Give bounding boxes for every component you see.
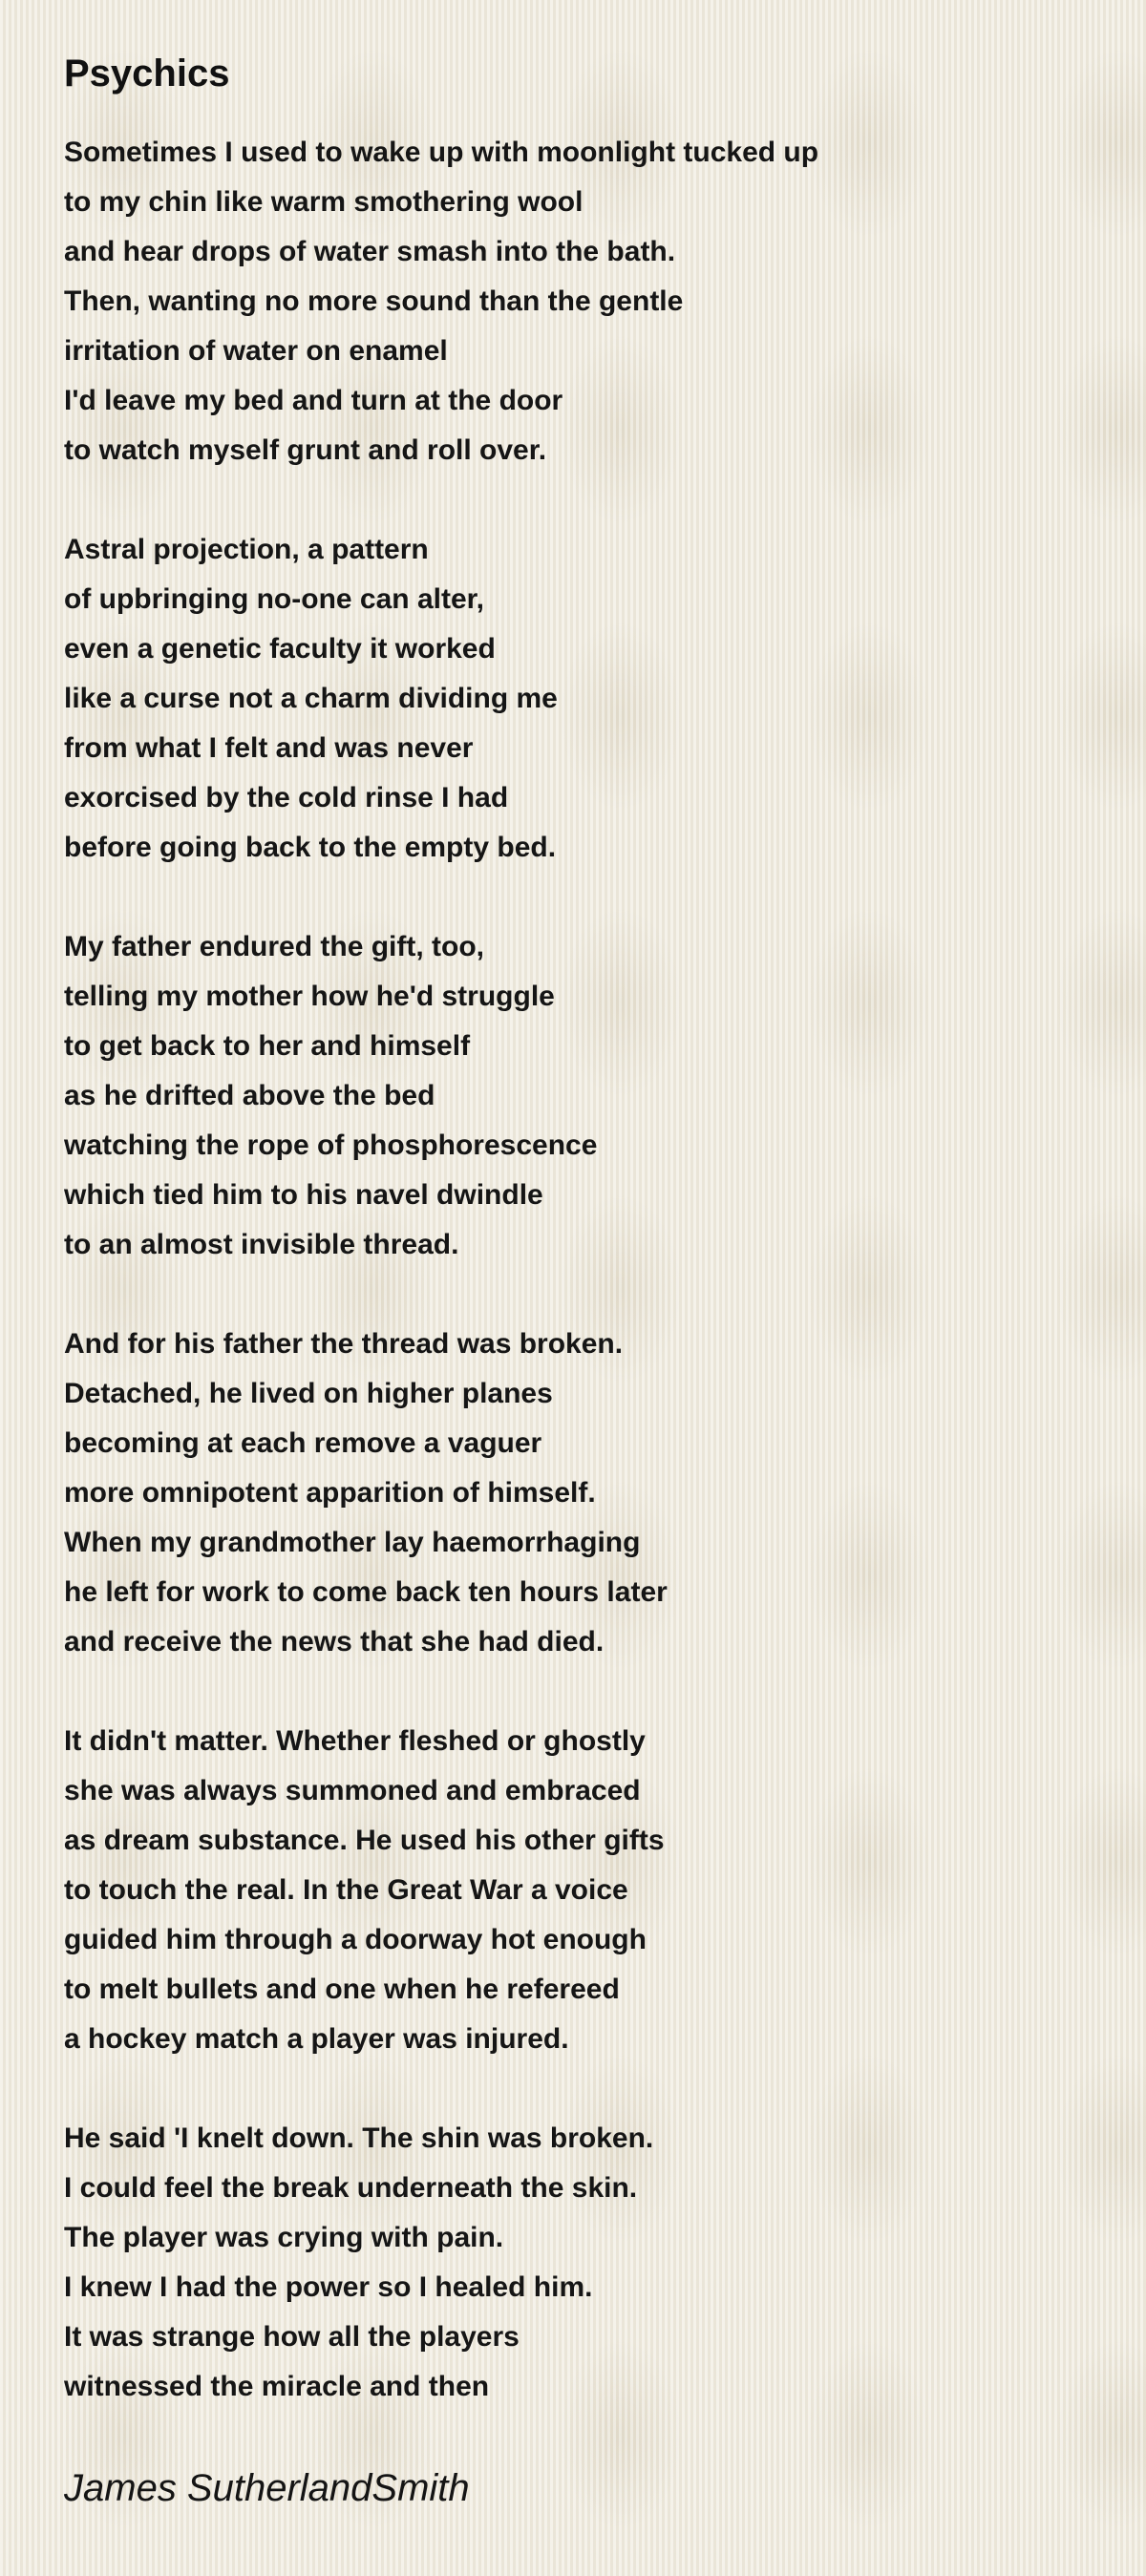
stanza <box>64 128 1095 475</box>
poem-line: Astral projection, a pattern <box>64 534 429 565</box>
poem-line: I could feel the break underneath the skin. <box>64 2172 638 2204</box>
poem-line: which tied him to his navel dwindle <box>64 1179 543 1211</box>
poem-line: Then, wanting no more sound than the gentle <box>64 285 684 317</box>
stanza <box>64 2114 1095 2412</box>
poem-line: The player was crying with pain. <box>64 2222 504 2253</box>
stanza <box>64 922 1095 1270</box>
poem-line: becoming at each remove a vaguer <box>64 1427 542 1459</box>
poem-line: a hockey match a player was injured. <box>64 2023 569 2055</box>
stanza <box>64 1320 1095 1667</box>
poem-line: I knew I had the power so I healed him. <box>64 2271 593 2303</box>
poem-line: he left for work to come back ten hours later <box>64 1576 668 1608</box>
stanza <box>64 1717 1095 2064</box>
poem-line: My father endured the gift, too, <box>64 931 484 962</box>
poem-line: When my grandmother lay haemorrhaging <box>64 1527 641 1558</box>
poem-line: from what I felt and was never <box>64 732 474 764</box>
poem-line: more omnipotent apparition of himself. <box>64 1477 596 1509</box>
poem-line: irritation of water on enamel <box>64 335 448 367</box>
poem-line: witnessed the miracle and then <box>64 2371 490 2402</box>
poem-author: James SutherlandSmith <box>64 2467 470 2509</box>
poem-line: to an almost invisible thread. <box>64 1229 459 1260</box>
poem-line: she was always summoned and embraced <box>64 1775 641 1806</box>
poem-line: Sometimes I used to wake up with moonlight tucked up <box>64 137 819 168</box>
stanza <box>64 525 1095 873</box>
poem-line: telling my mother how he'd struggle <box>64 981 555 1012</box>
poem-line: I'd leave my bed and turn at the door <box>64 385 563 416</box>
poem-line: to watch myself grunt and roll over. <box>64 434 547 466</box>
poem-line: guided him through a doorway hot enough <box>64 1924 647 1955</box>
poem-line: exorcised by the cold rinse I had <box>64 782 509 813</box>
poem-line: to melt bullets and one when he refereed <box>64 1974 620 2005</box>
poem-line: He said 'I knelt down. The shin was broken. <box>64 2122 654 2154</box>
poem-line: and receive the news that she had died. <box>64 1626 605 1658</box>
poem-line: even a genetic faculty it worked <box>64 633 496 665</box>
poem-line: as he drifted above the bed <box>64 1080 435 1111</box>
poem-line: watching the rope of phosphorescence <box>64 1130 598 1161</box>
poem-line: like a curse not a charm dividing me <box>64 683 558 714</box>
poem-line: Detached, he lived on higher planes <box>64 1378 553 1409</box>
poem-line: It didn't matter. Whether fleshed or ghostly <box>64 1725 646 1757</box>
poem-line: to my chin like warm smothering wool <box>64 186 584 218</box>
poem-line: It was strange how all the players <box>64 2321 520 2353</box>
poem-line: and hear drops of water smash into the bath. <box>64 236 676 267</box>
poem-line: to get back to her and himself <box>64 1030 471 1062</box>
poem-page <box>64 48 1095 2515</box>
poem-line: as dream substance. He used his other gifts <box>64 1825 665 1856</box>
poem-line: And for his father the thread was broken. <box>64 1328 624 1360</box>
poem-line: to touch the real. In the Great War a voice <box>64 1874 628 1906</box>
poem-line: before going back to the empty bed. <box>64 832 557 863</box>
poem-line: of upbringing no-one can alter, <box>64 583 484 615</box>
poem-title: Psychics <box>64 53 230 95</box>
